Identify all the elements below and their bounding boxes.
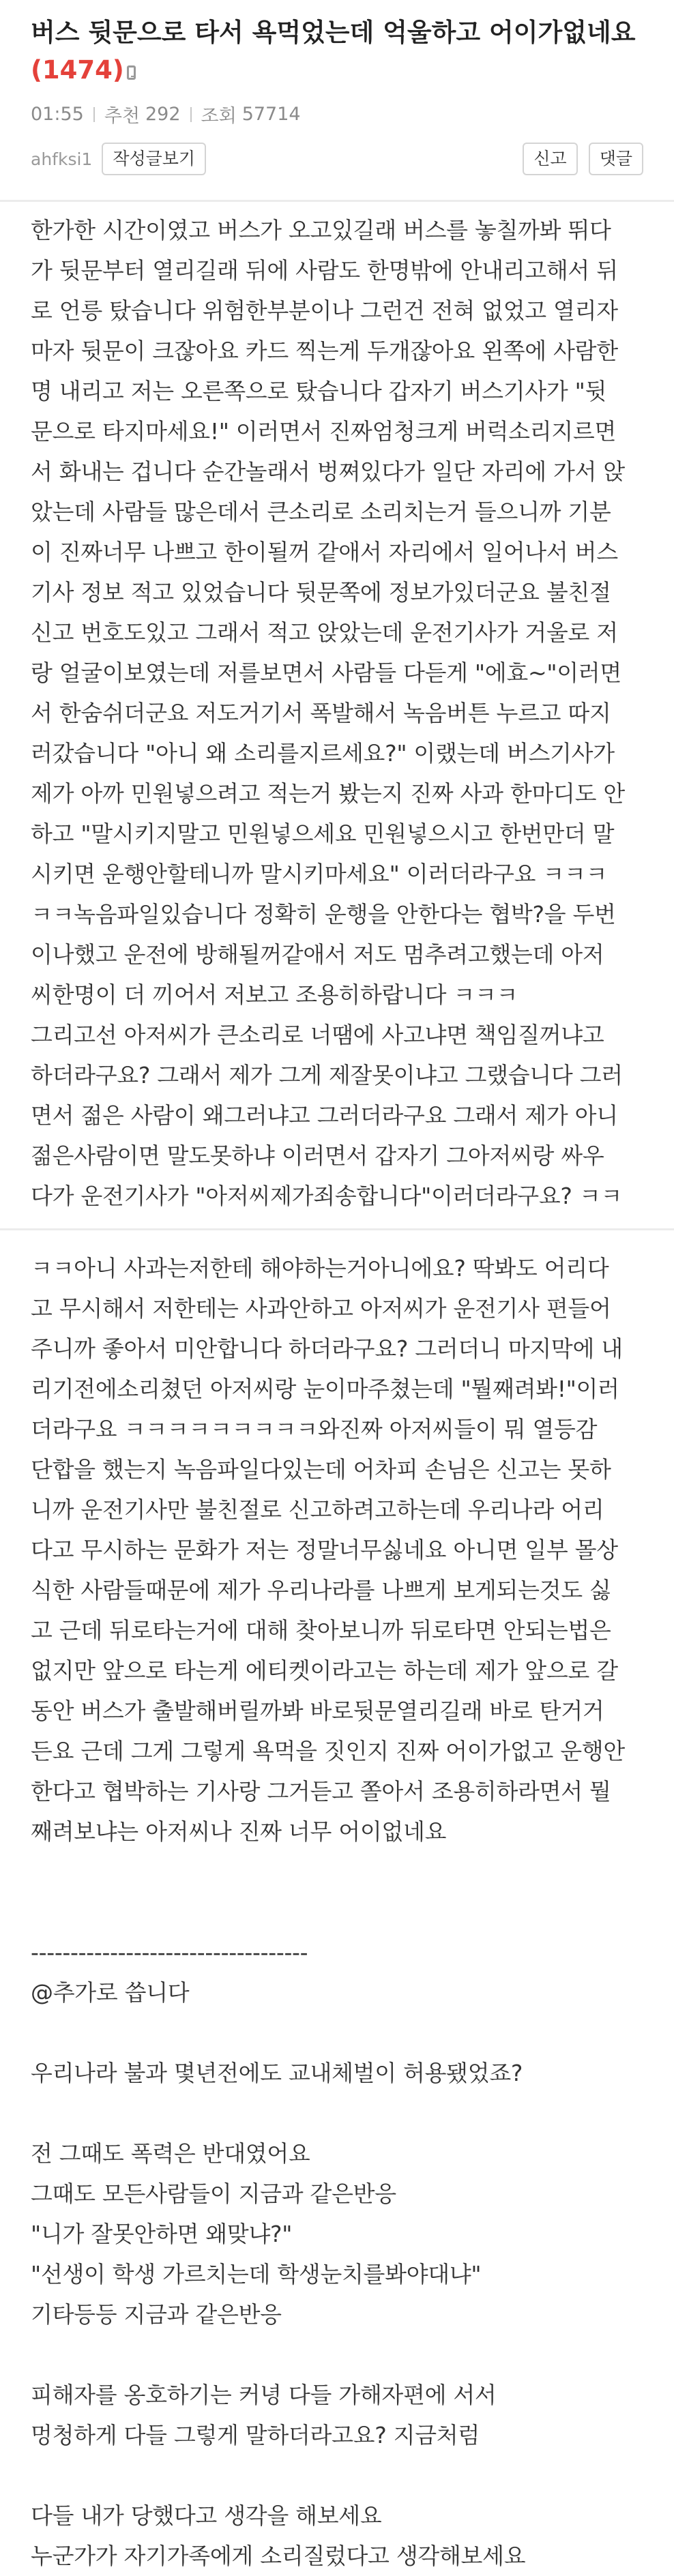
blank-line <box>31 2455 643 2496</box>
body-text-line: 시키면 운행안할테니까 말시키마세요" 이러더라구요 ㅋㅋㅋ <box>31 861 608 887</box>
body-text-line: 가 뒷문부터 열리길래 뒤에 사람도 한명밖에 안내리고해서 뒤 <box>31 257 618 284</box>
body-text-line: 서 한숨쉬더군요 저도거기서 폭발해서 녹음버튼 누르고 따지 <box>31 700 611 726</box>
body-text-line: 제가 아까 민원넣으려고 적는거 봤는지 진짜 사과 한마디도 안 <box>31 780 625 807</box>
body-text-line: 우리나라 불과 몇년전에도 교내체벌이 허용됐었죠? <box>31 2060 523 2086</box>
post-body-section-1 <box>31 210 643 1216</box>
body-text-line: 기사 정보 적고 있었습니다 뒷문쪽에 정보가있더군요 불친절 <box>31 579 611 606</box>
recommend-count: 292 <box>145 104 181 125</box>
body-text-line: 신고 번호도있고 그래서 적고 앉았는데 운전기사가 거울로 저 <box>31 619 618 646</box>
body-text-line: 러갔습니다 "아니 왜 소리를지르세요?" 이랬는데 버스기사가 <box>31 740 615 767</box>
body-text-line: 째려보냐는 아저씨나 진짜 너무 어이없네요 <box>31 1818 447 1845</box>
author-row <box>31 143 643 175</box>
body-text-line: 다들 내가 당했다고 생각을 해보세요 <box>31 2502 382 2529</box>
body-text-line: 동안 버스가 출발해버릴까봐 바로뒷문열리길래 바로 탄거거 <box>31 1698 604 1724</box>
view-posts-button[interactable]: 작성글보기 <box>102 143 206 175</box>
report-button[interactable]: 신고 <box>523 143 577 175</box>
body-text-line: ㅋㅋ녹음파일있습니다 정확히 운행을 안한다는 협박?을 두번 <box>31 901 616 928</box>
body-text-line: 더라구요 ㅋㅋㅋㅋㅋㅋㅋㅋㅋ와진짜 아저씨들이 뭐 열등감 <box>31 1416 598 1442</box>
body-text-line: 기타등등 지금과 같은반응 <box>31 2301 282 2328</box>
body-text-line: 하더라구요? 그래서 제가 그게 제잘못이냐고 그랬습니다 그러 <box>31 1062 623 1089</box>
views-count: 57714 <box>241 104 301 125</box>
post-body-section-2 <box>31 1248 643 1852</box>
comment-count[interactable]: (1474) <box>31 55 124 85</box>
body-text-line: 이 진짜너무 나쁘고 한이될꺼 같애서 자리에서 일어나서 버스 <box>31 539 618 565</box>
body-text-line: 았는데 사람들 많은데서 큰소리로 소리치는거 들으니까 기분 <box>31 499 611 525</box>
body-text-line: 하고 "말시키지말고 민원넣으세요 민원넣으시고 한번만더 말 <box>31 820 615 847</box>
body-text-line: 다고 무시하는 문화가 저는 정말너무싫네요 아니면 일부 몰상 <box>31 1537 618 1563</box>
body-text-line: ㅋㅋ아니 사과는저한테 해야하는거아니에요? 딱봐도 어리다 <box>31 1255 609 1282</box>
body-text-line: 젊은사람이면 말도못하냐 이러면서 갑자기 그아저씨랑 싸우 <box>31 1142 604 1169</box>
body-text-line: 고 무시해서 저한테는 사과안하고 아저씨가 운전기사 편들어 <box>31 1295 611 1322</box>
body-text-line: 그리고선 아저씨가 큰소리로 너땜에 사고냐면 책임질꺼냐고 <box>31 1022 604 1048</box>
body-text-line: 고 근데 뒤로타는거에 대해 찾아보니까 뒤로타면 안되는법은 <box>31 1617 611 1644</box>
body-text-line: @추가로 씁니다 <box>31 1979 190 2006</box>
body-text-line: 마자 뒷문이 크잖아요 카드 찍는게 두개잖아요 왼쪽에 사람한 <box>31 338 618 364</box>
body-text-line: 없지만 앞으로 타는게 에티켓이라고는 하는데 제가 앞으로 갈 <box>31 1657 618 1684</box>
post-header <box>0 0 674 175</box>
body-text-line: 멍청하게 다들 그렇게 말하더라고요? 지금처럼 <box>31 2422 480 2448</box>
body-text-line: 씨한명이 더 끼어서 저보고 조용히하랍니다 ㅋㅋㅋ <box>31 981 518 1008</box>
body-text-line: 식한 사람들때문에 제가 우리나라를 나쁘게 보게되는것도 싫 <box>31 1577 611 1603</box>
views-label: 조회 <box>201 106 237 127</box>
body-text-line: 이나했고 운전에 방해될꺼같애서 저도 멈추려고했는데 아저 <box>31 941 604 968</box>
body-text-line: 니까 운전기사만 불친절로 신고하려고하는데 우리나라 어리 <box>31 1496 604 1523</box>
body-text-line: 든요 근데 그게 그렇게 욕먹을 짓인지 진짜 어이가없고 운행안 <box>31 1738 625 1764</box>
body-text-line: 주니까 좋아서 미안합니다 하더라구요? 그러더니 마지막에 내 <box>31 1335 623 1362</box>
body-text-line: 그때도 모든사람들이 지금과 같은반응 <box>31 2180 396 2207</box>
post-title-text: 버스 뒷문으로 타서 욕먹었는데 억울하고 어이가없네요 <box>31 18 636 47</box>
body-text-line: 다가 운전기사가 "아저씨제가죄송합니다"이러더라구요? ㅋㅋ <box>31 1183 622 1209</box>
recommend-label: 추천 <box>104 106 140 127</box>
body-text-line: ----------------------------------- <box>31 1939 308 1966</box>
post-meta <box>31 101 643 128</box>
body-text-line: 서 화내는 겁니다 순간놀래서 벙쪄있다가 일단 자리에 가서 앉 <box>31 458 625 485</box>
body-text-line: 로 언릉 탔습니다 위험한부분이나 그런건 전혀 없었고 열리자 <box>31 297 618 324</box>
body-text-line: 한가한 시간이였고 버스가 오고있길래 버스를 놓칠까봐 뛰다 <box>31 217 611 243</box>
body-text-line: 누군가가 자기가족에게 소리질렀다고 생각해보세요 <box>31 2543 526 2569</box>
body-text-line: 한다고 협박하는 기사랑 그거듣고 쫄아서 조용히하라면서 뭘 <box>31 1778 611 1805</box>
body-text-line: 전 그때도 폭력은 반대였어요 <box>31 2140 310 2167</box>
body-text-line: 면서 젊은 사람이 왜그러냐고 그러더라구요 그래서 제가 아니 <box>31 1102 618 1129</box>
post-time: 01:55 <box>31 104 84 125</box>
body-text-line: 명 내리고 저는 오른쪽으로 탔습니다 갑자기 버스기사가 "뒷 <box>31 378 607 404</box>
body-text-line: "니가 잘못안하면 왜맞냐?" <box>31 2221 293 2247</box>
body-text-line: 단합을 했는지 녹음파일다있는데 어차피 손님은 신고는 못하 <box>31 1456 611 1483</box>
meta-divider <box>93 107 95 122</box>
body-text-line: 문으로 타지마세요!" 이러면서 진짜엄청크게 버럭소리지르면 <box>31 418 617 445</box>
comment-button[interactable]: 댓글 <box>589 143 643 175</box>
body-text-line: 리기전에소리쳤던 아저씨랑 눈이마주쳤는데 "뭘째려봐!"이러 <box>31 1376 619 1402</box>
blank-line <box>31 2013 643 2053</box>
author-name[interactable]: ahfksi1 <box>31 149 93 169</box>
meta-divider <box>190 107 192 122</box>
body-text-line: 피해자를 옹호하기는 커녕 다들 가해자편에 서서 <box>31 2382 497 2408</box>
section-divider <box>0 1228 674 1230</box>
body-text-line: "선생이 학생 가르치는데 학생눈치를봐야대냐" <box>31 2261 482 2288</box>
blank-line <box>31 1892 643 1932</box>
blank-line <box>31 1852 643 1892</box>
post-body <box>0 200 674 2576</box>
blank-line <box>31 2335 643 2375</box>
blank-line <box>31 2093 643 2133</box>
mobile-icon <box>127 65 136 80</box>
post-body-section-3 <box>31 1932 643 2576</box>
body-text-line: 랑 얼굴이보였는데 저를보면서 사람들 다듣게 "에효~"이러면 <box>31 660 621 686</box>
post-title <box>31 14 643 89</box>
